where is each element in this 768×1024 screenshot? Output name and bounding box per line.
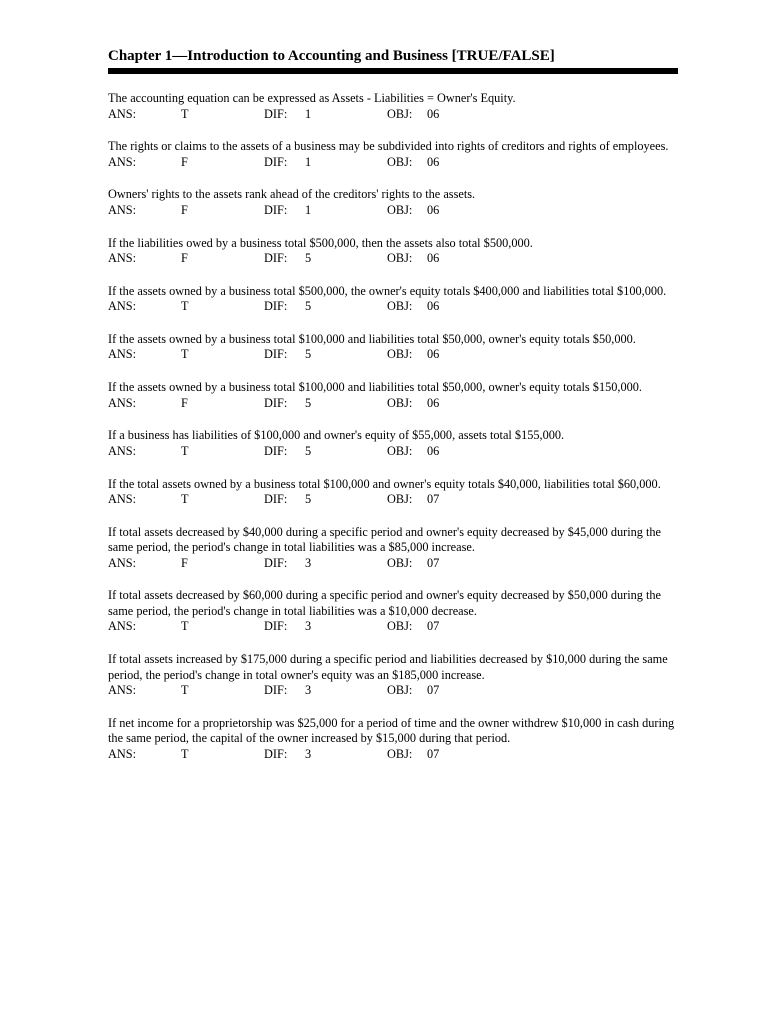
ans-label: ANS: bbox=[108, 106, 137, 121]
answer-row bbox=[108, 299, 678, 315]
question-text: The rights or claims to the assets of a business may be subdivided into rights of creditors and rights of employees. bbox=[108, 139, 669, 154]
dif-label: DIF: bbox=[264, 443, 288, 458]
answer-row bbox=[108, 107, 678, 123]
obj-label: OBJ: bbox=[387, 299, 413, 314]
dif-label: DIF: bbox=[264, 154, 288, 169]
page-title: Chapter 1—Introduction to Accounting and Business [TRUE/FALSE] bbox=[108, 48, 555, 64]
dif-label: DIF: bbox=[264, 347, 288, 362]
obj-value: 06 bbox=[427, 443, 440, 458]
answer-row bbox=[108, 556, 678, 572]
obj-value: 06 bbox=[427, 106, 440, 121]
obj-value: 07 bbox=[427, 746, 440, 761]
obj-value: 06 bbox=[427, 202, 440, 217]
document-page bbox=[108, 46, 678, 779]
answer-row bbox=[108, 396, 678, 412]
question-item bbox=[108, 428, 678, 459]
ans-label: ANS: bbox=[108, 683, 137, 698]
obj-value: 07 bbox=[427, 683, 440, 698]
question-text: If the assets owned by a business total $100,000 and liabilities total $50,000, owner's equity totals $50,000. bbox=[108, 331, 636, 346]
question-item bbox=[108, 588, 678, 635]
obj-label: OBJ: bbox=[387, 202, 413, 217]
ans-label: ANS: bbox=[108, 154, 137, 169]
ans-value: F bbox=[181, 202, 188, 217]
dif-label: DIF: bbox=[264, 492, 288, 506]
question-text: The accounting equation can be expressed as Assets - Liabilities = Owner's Equity. bbox=[108, 91, 516, 105]
ans-value: T bbox=[181, 106, 189, 121]
dif-value: 5 bbox=[305, 299, 312, 314]
dif-label: DIF: bbox=[264, 106, 288, 121]
question-item bbox=[108, 380, 678, 411]
ans-label: ANS: bbox=[108, 299, 137, 314]
obj-label: OBJ: bbox=[387, 106, 413, 121]
dif-label: DIF: bbox=[264, 202, 288, 217]
dif-value: 1 bbox=[305, 154, 312, 169]
obj-value: 07 bbox=[427, 492, 440, 506]
answer-row bbox=[108, 347, 678, 363]
obj-value: 06 bbox=[427, 251, 440, 266]
obj-label: OBJ: bbox=[387, 347, 413, 362]
ans-label: ANS: bbox=[108, 202, 137, 217]
question-text: If total assets decreased by $40,000 during a specific period and owner's equity decreased by $45,000 during the same period, the period's change in total liabilities was a $85,000 increase. bbox=[108, 524, 662, 555]
ans-label: ANS: bbox=[108, 746, 137, 761]
question-item bbox=[108, 236, 678, 267]
dif-label: DIF: bbox=[264, 746, 288, 761]
obj-label: OBJ: bbox=[387, 251, 413, 266]
dif-label: DIF: bbox=[264, 299, 288, 314]
dif-value: 3 bbox=[305, 746, 312, 761]
ans-label: ANS: bbox=[108, 555, 137, 570]
answer-row bbox=[108, 155, 678, 171]
dif-label: DIF: bbox=[264, 619, 288, 634]
obj-value: 06 bbox=[427, 395, 440, 410]
answer-row bbox=[108, 251, 678, 267]
ans-label: ANS: bbox=[108, 619, 137, 634]
question-text: If the total assets owned by a business total $100,000 and owner's equity totals $40,000, liabilities total $60,000. bbox=[108, 476, 661, 491]
dif-label: DIF: bbox=[264, 683, 288, 698]
dif-value: 5 bbox=[305, 251, 312, 266]
dif-label: DIF: bbox=[264, 555, 288, 570]
obj-label: OBJ: bbox=[387, 395, 413, 410]
ans-value: F bbox=[181, 251, 188, 266]
ans-value: F bbox=[181, 395, 188, 410]
ans-label: ANS: bbox=[108, 492, 137, 506]
answer-row bbox=[108, 492, 678, 508]
ans-label: ANS: bbox=[108, 347, 137, 362]
obj-label: OBJ: bbox=[387, 619, 413, 634]
question-item bbox=[108, 716, 678, 763]
question-item bbox=[108, 284, 678, 315]
title-underline bbox=[108, 68, 678, 74]
obj-label: OBJ: bbox=[387, 443, 413, 458]
answer-row bbox=[108, 683, 678, 699]
question-text: Owners' rights to the assets rank ahead of the creditors' rights to the assets. bbox=[108, 187, 476, 202]
dif-value: 5 bbox=[305, 347, 312, 362]
question-item bbox=[108, 332, 678, 363]
question-text: If the assets owned by a business total $100,000 and liabilities total $50,000, owner's equity totals $150,000. bbox=[108, 380, 642, 395]
answer-row bbox=[108, 203, 678, 219]
question-text: If the liabilities owed by a business total $500,000, then the assets also total $500,000. bbox=[108, 235, 533, 250]
obj-label: OBJ: bbox=[387, 683, 413, 698]
question-item bbox=[108, 525, 678, 572]
dif-value: 3 bbox=[305, 683, 312, 698]
question-text: If total assets increased by $175,000 during a specific period and liabilities decreased by $10,000 during the same period, the period's change in total owner's equity was an $185,000 increase. bbox=[108, 652, 668, 682]
answer-row bbox=[108, 444, 678, 460]
ans-value: T bbox=[181, 443, 189, 458]
question-text: If net income for a proprietorship was $25,000 for a period of time and the owner withdrew $10,000 in cash during the same period, the capital of the owner increased by $15,000 during that period. bbox=[108, 715, 675, 746]
obj-value: 06 bbox=[427, 347, 440, 362]
ans-label: ANS: bbox=[108, 443, 137, 458]
question-item bbox=[108, 91, 678, 122]
dif-value: 5 bbox=[305, 395, 312, 410]
ans-value: F bbox=[181, 555, 188, 570]
obj-value: 06 bbox=[427, 154, 440, 169]
dif-label: DIF: bbox=[264, 395, 288, 410]
dif-value: 1 bbox=[305, 202, 312, 217]
question-item bbox=[108, 187, 678, 218]
question-item bbox=[108, 652, 678, 699]
question-item bbox=[108, 139, 678, 170]
obj-value: 07 bbox=[427, 555, 440, 570]
obj-value: 06 bbox=[427, 299, 440, 314]
question-list bbox=[108, 91, 678, 762]
question-text: If a business has liabilities of $100,000 and owner's equity of $55,000, assets total $155,000. bbox=[108, 428, 565, 443]
ans-label: ANS: bbox=[108, 395, 137, 410]
ans-value: F bbox=[181, 154, 188, 169]
obj-label: OBJ: bbox=[387, 746, 413, 761]
ans-value: T bbox=[181, 347, 189, 362]
ans-value: T bbox=[181, 299, 189, 314]
answer-row bbox=[108, 619, 678, 635]
question-item bbox=[108, 477, 678, 508]
obj-label: OBJ: bbox=[387, 154, 413, 169]
ans-value: T bbox=[181, 619, 189, 634]
answer-row bbox=[108, 747, 678, 763]
dif-value: 1 bbox=[305, 106, 312, 121]
question-text: If the assets owned by a business total $500,000, the owner's equity totals $400,000 and liabilities total $100,000. bbox=[108, 283, 667, 298]
ans-label: ANS: bbox=[108, 251, 137, 266]
ans-value: T bbox=[181, 683, 189, 698]
obj-value: 07 bbox=[427, 619, 440, 634]
ans-value: T bbox=[181, 746, 189, 761]
dif-value: 3 bbox=[305, 619, 312, 634]
dif-label: DIF: bbox=[264, 251, 288, 266]
dif-value: 5 bbox=[305, 492, 312, 506]
dif-value: 3 bbox=[305, 555, 312, 570]
question-text: If total assets decreased by $60,000 during a specific period and owner's equity decreased by $50,000 during the same period, the period's change in total liabilities was a $10,000 decrease. bbox=[108, 588, 662, 618]
obj-label: OBJ: bbox=[387, 555, 413, 570]
ans-value: T bbox=[181, 492, 189, 506]
dif-value: 5 bbox=[305, 443, 312, 458]
obj-label: OBJ: bbox=[387, 492, 413, 506]
